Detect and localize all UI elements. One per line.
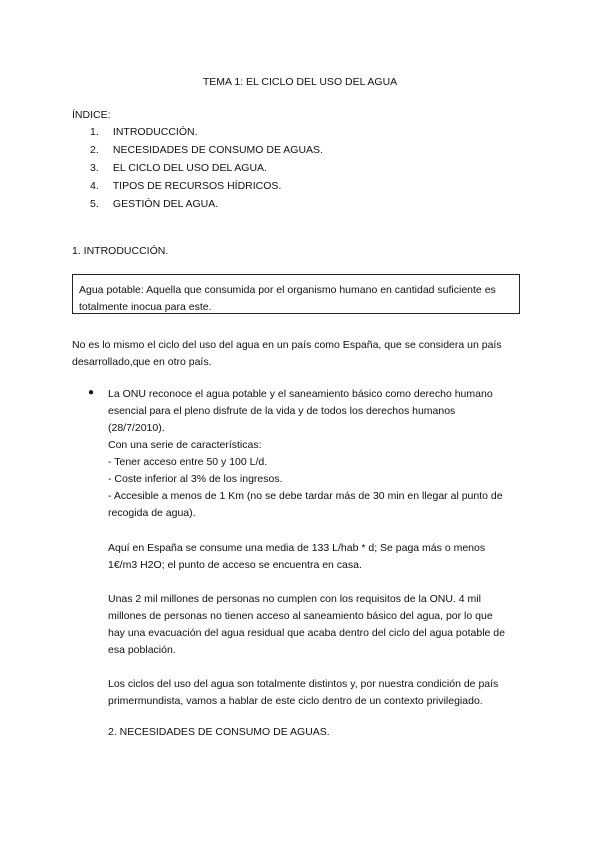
paragraph-line: primermundista, vamos a hablar de este ciclo dentro de un contexto privilegiado. (108, 695, 483, 707)
cycles-paragraph (108, 676, 498, 710)
toc-item-number: 3. (90, 162, 99, 174)
paragraph-line: Unas 2 mil millones de personas no cumplen con los requisitos de la ONU. 4 mil (108, 593, 481, 605)
section-1-heading: 1. INTRODUCCIÓN. (72, 245, 169, 257)
toc-item-label: GESTIÓN DEL AGUA. (112, 198, 219, 210)
toc-item-4 (90, 180, 281, 192)
paragraph-line: No es lo mismo el ciclo del uso del agua en un país como España, que se considera un país (72, 339, 502, 351)
toc-item-number: 2. (90, 144, 99, 156)
intro-paragraph (72, 337, 502, 371)
toc-item-number: 5. (90, 198, 99, 210)
bullet-line: La ONU reconoce el agua potable y el saneamiento básico como derecho humano (108, 388, 493, 400)
toc-item-label: NECESIDADES DE CONSUMO DE AGUAS. (112, 144, 323, 156)
bullet-line: esencial para el pleno disfrute de la vida y de todos los derechos humanos (108, 405, 456, 417)
toc-item-number: 4. (90, 180, 99, 192)
paragraph-line: 1€/m3 H2O; el punto de acceso se encuentra en casa. (108, 559, 362, 571)
definition-line: Agua potable: Aquella que consumida por el organismo humano en cantidad suficiente es (79, 284, 496, 296)
toc-item-label: EL CICLO DEL USO DEL AGUA. (112, 162, 267, 174)
spain-paragraph (108, 540, 485, 574)
toc-item-label: TIPOS DE RECURSOS HÍDRICOS. (112, 180, 282, 192)
onu-paragraph (108, 591, 505, 659)
bullet-line: - Coste inferior al 3% de los ingresos. (108, 473, 283, 485)
bullet-line: recogida de agua). (108, 507, 196, 519)
definition-box (72, 274, 520, 314)
toc-item-5 (90, 198, 218, 210)
toc-item-1 (90, 126, 198, 138)
section-2-heading: 2. NECESIDADES DE CONSUMO DE AGUAS. (108, 726, 330, 738)
toc-item-label: INTRODUCCIÓN. (112, 126, 198, 138)
onu-bullet-block (108, 386, 503, 522)
toc-item-3 (90, 162, 267, 174)
paragraph-line: millones de personas no tienen acceso al saneamiento básico del agua, por lo que (108, 610, 493, 622)
paragraph-line: Los ciclos del uso del agua son totalmente distintos y, por nuestra condición de país (108, 678, 499, 690)
bullet-icon: ● (88, 387, 95, 398)
bullet-line: (28/7/2010). (108, 422, 165, 434)
definition-line: totalmente inocua para este. (79, 301, 212, 313)
index-heading: ÍNDICE: (72, 109, 111, 121)
toc-item-2 (90, 144, 323, 156)
paragraph-line: hay una evacuación del agua residual que acaba dentro del ciclo del agua potable de (108, 627, 505, 639)
paragraph-line: esa población. (108, 644, 176, 656)
paragraph-line: desarrollado,que en otro país. (72, 356, 212, 368)
toc-item-number: 1. (90, 126, 99, 138)
page-title: TEMA 1: EL CICLO DEL USO DEL AGUA (202, 76, 398, 88)
bullet-line: - Tener acceso entre 50 y 100 L/d. (108, 456, 268, 468)
bullet-line: Con una serie de características: (108, 439, 262, 451)
paragraph-line: Aquí en España se consume una media de 133 L/hab * d; Se paga más o menos (108, 542, 486, 554)
bullet-line: - Accesible a menos de 1 Km (no se debe tardar más de 30 min en llegar al punto de (108, 490, 503, 502)
